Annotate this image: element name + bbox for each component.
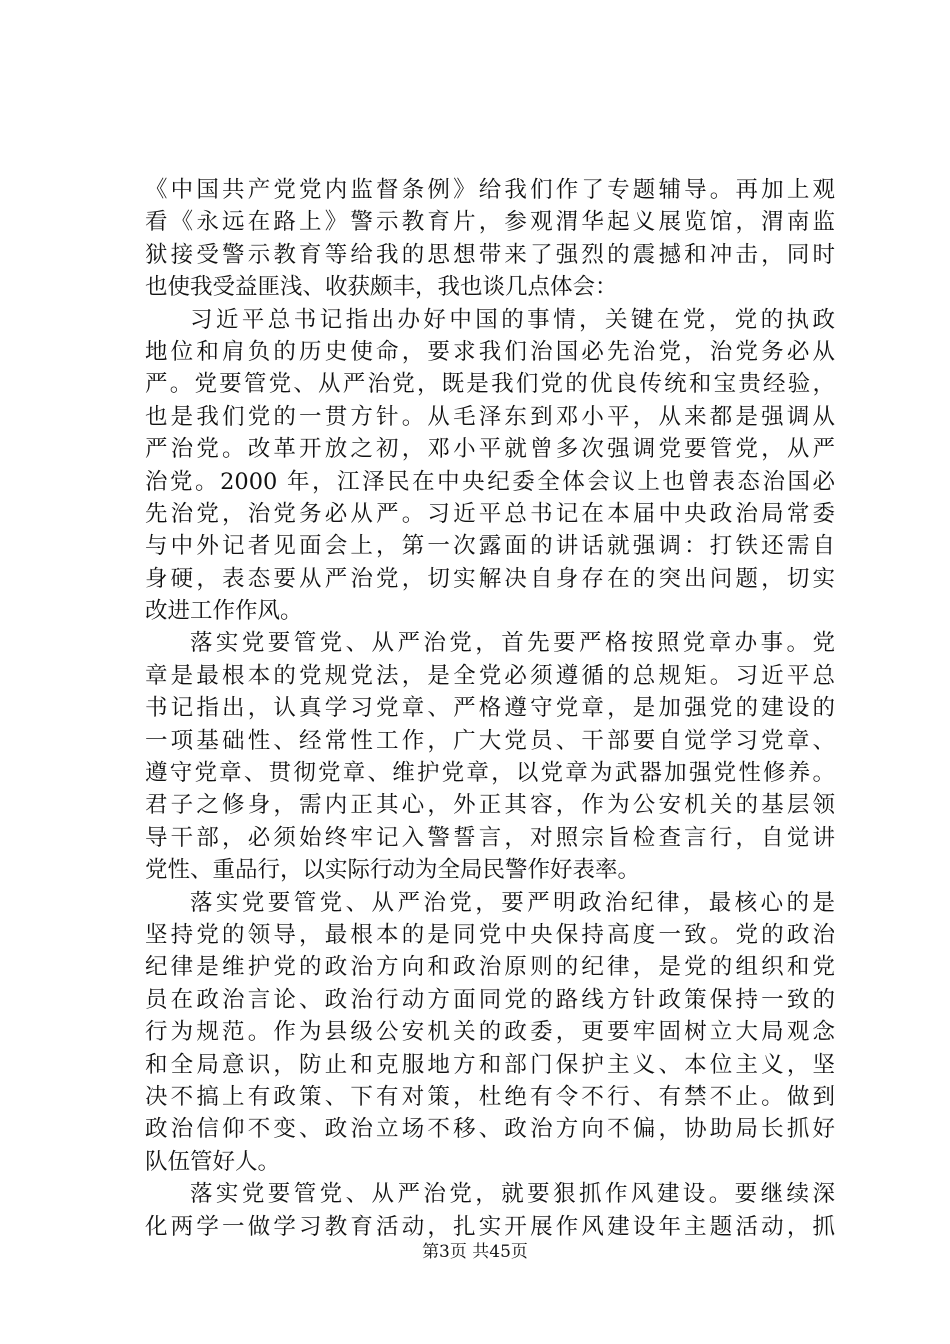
paragraph bbox=[145, 627, 835, 886]
text-line: 书记指出，认真学习党章、严格遵守党章，是加强党的建设的 bbox=[145, 695, 835, 722]
text-line: 也是我们党的一贯方针。从毛泽东到邓小平，从来都是强调从 bbox=[145, 403, 835, 430]
text-line: 狱接受警示教育等给我的思想带来了强烈的震撼和冲击，同时 bbox=[145, 241, 835, 268]
text-line: 君子之修身，需内正其心，外正其容，作为公安机关的基层领 bbox=[145, 792, 835, 819]
text-line: 党性、重品行，以实际行动为全局民警作好表率。 bbox=[145, 857, 641, 884]
text-line: 落实党要管党、从严治党，要严明政治纪律，最核心的是 bbox=[190, 889, 835, 916]
paragraph bbox=[145, 174, 835, 304]
document-body bbox=[145, 174, 835, 1243]
text-line: 员在政治言论、政治行动方面同党的路线方针政策保持一致的 bbox=[145, 986, 835, 1013]
text-line: 落实党要管党、从严治党，就要狠抓作风建设。要继续深 bbox=[190, 1181, 835, 1208]
text-line: 坚持党的领导，最根本的是同党中央保持高度一致。党的政治 bbox=[145, 921, 835, 948]
text-line: 看《永远在路上》警示教育片，参观渭华起义展览馆，渭南监 bbox=[145, 209, 835, 236]
text-line: 习近平总书记指出办好中国的事情，关键在党，党的执政 bbox=[190, 306, 835, 333]
paragraph bbox=[145, 1178, 835, 1243]
text-line: 严。党要管党、从严治党，既是我们党的优良传统和宝贵经验， bbox=[145, 371, 835, 398]
text-line: 章是最根本的党规党法，是全党必须遵循的总规矩。习近平总 bbox=[145, 662, 835, 689]
text-line: 地位和肩负的历史使命，要求我们治国必先治党，治党务必从 bbox=[145, 338, 835, 365]
text-line: 先治党，治党务必从严。习近平总书记在本届中央政治局常委 bbox=[145, 500, 835, 527]
text-line: 改进工作作风。 bbox=[145, 598, 303, 625]
text-line: 治党。2000 年，江泽民在中央纪委全体会议上也曾表态治国必 bbox=[145, 468, 835, 495]
text-line: 也使我受益匪浅、收获颇丰，我也谈几点体会： bbox=[145, 274, 618, 301]
text-line: 落实党要管党、从严治党，首先要严格按照党章办事。党 bbox=[190, 630, 835, 657]
text-line: 导干部，必须始终牢记入警誓言，对照宗旨检查言行，自觉讲 bbox=[145, 824, 835, 851]
text-line: 严治党。改革开放之初，邓小平就曾多次强调党要管党，从严 bbox=[145, 436, 835, 463]
paragraph bbox=[145, 304, 835, 628]
text-line: 政治信仰不变、政治立场不移、政治方向不偏，协助局长抓好 bbox=[145, 1116, 835, 1143]
text-line: 决不搞上有政策、下有对策，杜绝有令不行、有禁不止。做到 bbox=[145, 1083, 835, 1110]
paragraph bbox=[145, 887, 835, 1179]
text-line: 遵守党章、贯彻党章、维护党章，以党章为武器加强党性修养。 bbox=[145, 760, 835, 787]
text-line: 行为规范。作为县级公安机关的政委，更要牢固树立大局观念 bbox=[145, 1019, 835, 1046]
text-line: 队伍管好人。 bbox=[145, 1148, 281, 1175]
text-line: 和全局意识，防止和克服地方和部门保护主义、本位主义，坚 bbox=[145, 1051, 835, 1078]
text-line: 纪律是维护党的政治方向和政治原则的纪律，是党的组织和党 bbox=[145, 954, 835, 981]
page-footer: 第3页 共45页 bbox=[422, 1242, 528, 1262]
text-line: 身硬，表态要从严治党，切实解决自身存在的突出问题，切实 bbox=[145, 565, 835, 592]
text-line: 《中国共产党党内监督条例》给我们作了专题辅导。再加上观 bbox=[145, 177, 835, 203]
text-line: 与中外记者见面会上，第一次露面的讲话就强调：打铁还需自 bbox=[145, 533, 835, 560]
text-line: 化两学一做学习教育活动，扎实开展作风建设年主题活动，抓 bbox=[145, 1213, 835, 1240]
text-line: 一项基础性、经常性工作，广大党员、干部要自觉学习党章、 bbox=[145, 727, 835, 754]
